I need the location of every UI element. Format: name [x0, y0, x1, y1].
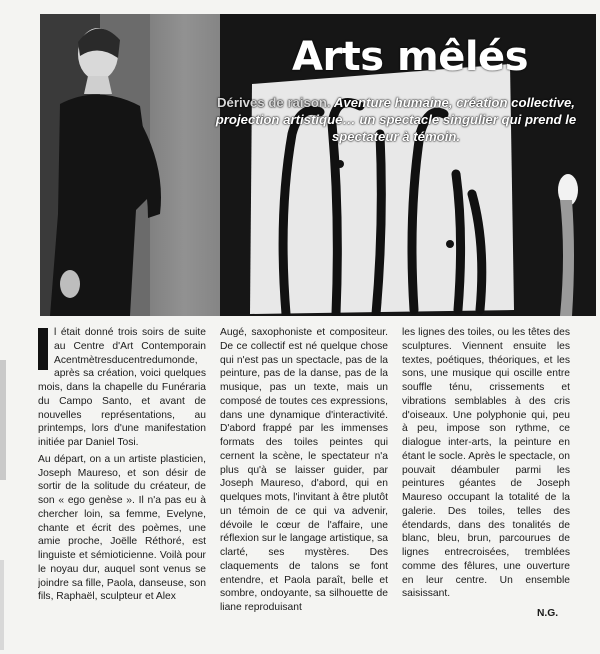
article-column-2: [220, 326, 388, 626]
page-edge-shadow: [0, 360, 6, 480]
lead-text: Aventure humaine, création collective, projection artistique… un spectacle singulier qui prend le spectateur à témoin.: [215, 95, 577, 144]
article-paragraph: [38, 326, 206, 450]
article-paragraph: les lignes des toiles, ou les têtes des sculptures. Viennent ensuite les textes, poétiques, théoriques, et les sons, une musique qui oscille entre souffle ténu, crissements et vibrations semblables à des cris d'oiseaux. Une polyphonie qui, peu à peu, impose son rythme, ce dialogue inter-arts, la peinture en étant le socle. Après le spectacle, on pouvait déambuler parmi les peintures géantes de Joseph Maureso occupant la totalité de la galerie. Des toiles, telles des étendards, dans des tonalités de blanc, bleu, brun, parcourues de lignes entrecroisées, tremblées comme des fêlures, une ouverture en leur centre. Un ensemble saisissant.: [402, 327, 570, 600]
article-column-1: [38, 326, 206, 626]
page-title: Arts mêlés: [292, 34, 528, 80]
paragraph-text: l était donné trois soirs de suite au Centre d'Art Contemporain Acentmètresducentredumonde, après sa création, voici quelques mois, dans la chapelle du Funéraria du Campo Santo, et avant de nouvelles représentations, au printemps, lors d'une manifestation initiée par Daniel Tosi.: [38, 327, 206, 448]
article-paragraph: Au départ, on a un artiste plasticien, Joseph Maureso, et son désir de sortir de la solitude du créateur, de son « ego genèse ». Il n'a pas eu à chercher loin, sa femme, Evelyne, chante et écrit des poèmes, une amie proche, Joëlle Réthoré, est linguiste et sémioticienne. Voilà pour le noyau dur, auquel sont venus se joindre sa fille, Paola, danseuse, son fils, Raphaël, sculpteur et Alex: [38, 453, 206, 603]
lead-kicker: Dérives de raison.: [217, 95, 331, 110]
page-edge-shadow: [0, 560, 4, 650]
article-lead: [186, 94, 596, 145]
article-column-3: [402, 326, 570, 626]
performance-photo: [40, 14, 596, 316]
drop-cap: [38, 328, 48, 370]
article-body: [38, 326, 570, 626]
article-paragraph: Augé, saxophoniste et compositeur. De ce collectif est né quelque chose qui n'est pas un spectacle, pas de la peinture, pas de la danse, pas de la musique, pas un texte, mais un composé de toutes ces expressions, dans une dynamique d'interactivité. D'abord frappé par les immenses formats des toiles peintes qui cernent la scène, le spectateur n'a plus qu'à se laisser guider, par Joseph Maureso, d'abord, qui en quelques mots, l'invitant à être plutôt un témoin de ce qui va advenir, dévoile le cœur de l'affaire, une réflexion sur le langage artistique, sa clarté, ses mystères. Des claquements de talons se font entendre, et Paola paraît, belle et sombre, ondoyante, sa silhouette de liane reproduisant: [220, 327, 388, 613]
author-signature: N.G.: [537, 608, 559, 619]
